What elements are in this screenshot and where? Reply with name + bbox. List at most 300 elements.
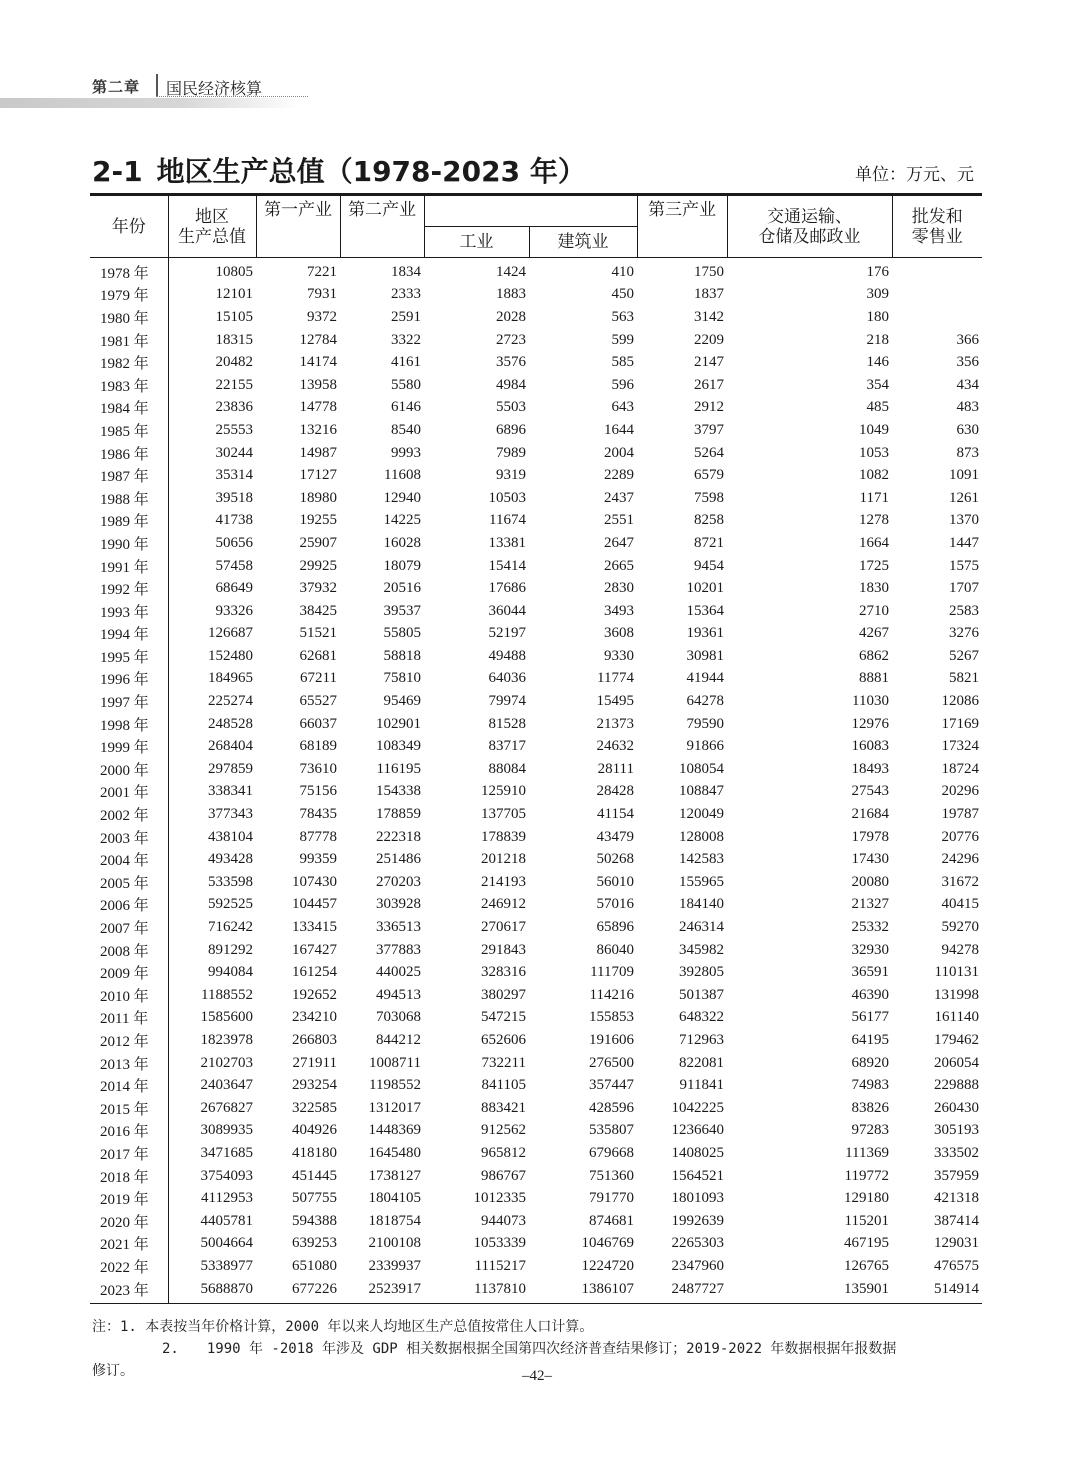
row-year: 2001 年 <box>90 781 168 804</box>
table-cell: 146 <box>866 354 889 371</box>
table-row <box>90 397 982 420</box>
table-row <box>90 1233 982 1256</box>
table-cell: 64195 <box>851 1031 889 1048</box>
table-cell: 6579 <box>694 467 724 484</box>
table-cell: 14174 <box>299 354 337 371</box>
table-cell: 137705 <box>481 806 526 823</box>
secondary-subgroup <box>424 195 637 227</box>
table-cell: 39537 <box>383 602 421 619</box>
table-cell: 52197 <box>488 625 526 642</box>
table-cell: 357447 <box>589 1077 634 1094</box>
table-cell: 703068 <box>376 1009 421 1026</box>
table-cell: 29925 <box>299 557 337 574</box>
unit-label: 单位：万元、元 <box>855 165 974 185</box>
table-cell: 1115217 <box>474 1257 526 1274</box>
table-cell: 2551 <box>604 512 634 529</box>
table-cell: 3471685 <box>200 1144 253 1161</box>
table-cell: 428596 <box>589 1099 634 1116</box>
table-cell: 305193 <box>934 1122 979 1139</box>
row-year: 2021 年 <box>90 1233 168 1256</box>
table-cell: 3322 <box>391 331 421 348</box>
table-cell: 32930 <box>851 941 889 958</box>
table-row <box>90 623 982 646</box>
table-cell: 1042225 <box>671 1099 724 1116</box>
table-cell: 13216 <box>299 421 337 438</box>
table-cell: 1188552 <box>201 986 253 1003</box>
table-row <box>90 1120 982 1143</box>
table-cell: 51521 <box>299 625 337 642</box>
table-cell: 154338 <box>376 783 421 800</box>
table-cell: 114216 <box>589 986 634 1003</box>
table-cell: 434 <box>956 376 979 393</box>
table-cell: 911841 <box>679 1077 724 1094</box>
table-cell: 677226 <box>256 1278 340 1304</box>
table-cell: 179462 <box>934 1031 979 1048</box>
table-cell: 297859 <box>208 760 253 777</box>
table-cell: 467195 <box>844 1235 889 1252</box>
table-cell: 732211 <box>481 1054 526 1071</box>
table-cell: 4112953 <box>201 1190 253 1207</box>
table-cell: 176 <box>866 263 889 280</box>
table-row <box>90 1097 982 1120</box>
table-body <box>90 258 982 1304</box>
table-cell: 1575 <box>949 557 979 574</box>
table-cell: 9454 <box>694 557 724 574</box>
table-cell: 39518 <box>215 489 253 506</box>
table-cell: 68189 <box>299 738 337 755</box>
table-cell: 4405781 <box>200 1212 253 1229</box>
table-cell: 1012335 <box>473 1190 526 1207</box>
table-cell: 229888 <box>934 1077 979 1094</box>
table-cell: 291843 <box>481 941 526 958</box>
row-year: 1980 年 <box>90 306 168 329</box>
table-cell: 1046769 <box>581 1235 634 1252</box>
table-cell: 594388 <box>292 1212 337 1229</box>
table-cell: 4984 <box>496 376 526 393</box>
table-cell: 2830 <box>604 580 634 597</box>
table-cell: 883421 <box>481 1099 526 1116</box>
table-cell: 493428 <box>208 851 253 868</box>
table-cell: 15414 <box>488 557 526 574</box>
table-cell: 2617 <box>694 376 724 393</box>
table-row <box>90 442 982 465</box>
table-cell: 28428 <box>596 783 634 800</box>
table-cell: 2676827 <box>200 1099 253 1116</box>
table-cell: 81528 <box>488 715 526 732</box>
table-cell: 873 <box>956 444 979 461</box>
table-cell: 270617 <box>481 919 526 936</box>
table-cell: 2265303 <box>671 1235 724 1252</box>
table-cell: 12086 <box>941 693 979 710</box>
table-cell: 356 <box>956 354 979 371</box>
table-row <box>90 306 982 329</box>
table-row <box>90 510 982 533</box>
table-cell: 2665 <box>604 557 634 574</box>
table-cell: 387414 <box>934 1212 979 1229</box>
table-cell: 57016 <box>596 896 634 913</box>
table-cell: 59270 <box>941 919 979 936</box>
row-year: 2008 年 <box>90 939 168 962</box>
table-cell: 994084 <box>208 964 253 981</box>
table-cell: 1564521 <box>671 1167 724 1184</box>
table-cell: 8721 <box>694 534 724 551</box>
row-year: 1998 年 <box>90 713 168 736</box>
table-cell: 6896 <box>496 421 526 438</box>
table-cell: 652606 <box>481 1031 526 1048</box>
row-year: 2014 年 <box>90 1074 168 1097</box>
col-transport: 交通运输、 仓储及邮政业 <box>727 195 892 258</box>
table-title <box>92 150 586 190</box>
table-cell: 17978 <box>851 828 889 845</box>
table-cell: 2347960 <box>671 1257 724 1274</box>
table-cell: 184140 <box>679 896 724 913</box>
table-cell: 58818 <box>383 647 421 664</box>
table-cell: 333502 <box>934 1144 979 1161</box>
table-cell: 21327 <box>851 896 889 913</box>
table-cell: 2004 <box>604 444 634 461</box>
note-2-continued: 修订。 <box>92 1363 134 1379</box>
table-cell: 12940 <box>383 489 421 506</box>
col-wholesale: 批发和 零售业 <box>911 206 963 247</box>
row-year: 2016 年 <box>90 1120 168 1143</box>
table-row <box>90 781 982 804</box>
table-cell: 155853 <box>589 1009 634 1026</box>
table-row <box>90 803 982 826</box>
table-row <box>90 735 982 758</box>
table-cell: 986767 <box>481 1167 526 1184</box>
table-cell: 507755 <box>292 1190 337 1207</box>
table-cell: 1823978 <box>200 1031 253 1048</box>
table-cell: 271911 <box>292 1054 337 1071</box>
table-row <box>90 1187 982 1210</box>
table-row <box>90 690 982 713</box>
table-cell: 5004664 <box>200 1235 253 1252</box>
table-row <box>90 284 982 307</box>
row-year: 2019 年 <box>90 1187 168 1210</box>
table-number: 2-1 <box>92 155 143 188</box>
table-cell: 1091 <box>949 467 979 484</box>
table-cell: 27543 <box>851 783 889 800</box>
table-cell: 2339937 <box>368 1257 421 1274</box>
table-cell: 246912 <box>481 896 526 913</box>
table-cell <box>892 284 982 307</box>
table-cell: 20080 <box>851 873 889 890</box>
table-cell: 25907 <box>299 534 337 551</box>
table-cell: 639253 <box>292 1235 337 1252</box>
table-cell: 94278 <box>941 941 979 958</box>
table-cell: 22155 <box>215 376 253 393</box>
row-year: 1999 年 <box>90 735 168 758</box>
table-cell: 1312017 <box>368 1099 421 1116</box>
table-cell: 3754093 <box>200 1167 253 1184</box>
table-cell: 891292 <box>208 941 253 958</box>
table-cell: 129031 <box>934 1235 979 1252</box>
row-year: 1986 年 <box>90 442 168 465</box>
table-row <box>90 713 982 736</box>
table-cell: 13958 <box>299 376 337 393</box>
row-year: 1982 年 <box>90 351 168 374</box>
table-cell: 36591 <box>851 964 889 981</box>
table-cell: 3576 <box>496 354 526 371</box>
table-cell: 110131 <box>934 964 979 981</box>
table-cell: 377343 <box>208 806 253 823</box>
table-cell: 2100108 <box>368 1235 421 1252</box>
table-cell: 2209 <box>694 331 724 348</box>
table-cell: 17127 <box>299 467 337 484</box>
table-cell: 93326 <box>215 602 253 619</box>
table-cell: 354 <box>866 376 889 393</box>
table-cell: 7931 <box>307 286 337 303</box>
table-cell: 651080 <box>292 1257 337 1274</box>
table-cell: 87778 <box>299 828 337 845</box>
row-year: 1993 年 <box>90 600 168 623</box>
table-cell: 11030 <box>852 693 889 710</box>
table-cell: 380297 <box>481 986 526 1003</box>
table-cell: 9319 <box>496 467 526 484</box>
table-cell: 36044 <box>488 602 526 619</box>
chapter-label: 第二章 <box>92 78 141 96</box>
row-year: 2004 年 <box>90 848 168 871</box>
table-cell: 129180 <box>844 1190 889 1207</box>
table-cell: 2487727 <box>637 1278 727 1304</box>
table-cell: 4161 <box>391 354 421 371</box>
table-cell: 592525 <box>208 896 253 913</box>
table-cell: 5580 <box>391 376 421 393</box>
table-row <box>90 1278 982 1304</box>
row-year: 1991 年 <box>90 555 168 578</box>
table-cell: 266803 <box>292 1031 337 1048</box>
table-cell <box>892 258 982 284</box>
table-cell: 1386107 <box>529 1278 637 1304</box>
table-cell: 293254 <box>292 1077 337 1094</box>
col-primary: 第一产业 <box>256 195 340 258</box>
table-cell: 712963 <box>679 1031 724 1048</box>
table-cell: 75156 <box>299 783 337 800</box>
row-year: 1996 年 <box>90 668 168 691</box>
table-cell: 18493 <box>851 760 889 777</box>
table-cell: 8258 <box>694 512 724 529</box>
row-year: 1984 年 <box>90 397 168 420</box>
table-row <box>90 419 982 442</box>
row-year: 2012 年 <box>90 1029 168 1052</box>
table-cell: 9993 <box>391 444 421 461</box>
table-cell: 91866 <box>686 738 724 755</box>
table-header <box>90 195 982 258</box>
row-year: 1992 年 <box>90 577 168 600</box>
table-cell: 104457 <box>292 896 337 913</box>
table-cell: 276500 <box>589 1054 634 1071</box>
table-cell: 18315 <box>215 331 253 348</box>
row-year: 1978 年 <box>90 258 168 284</box>
col-industry: 工业 <box>424 227 529 258</box>
table-cell: 2147 <box>694 354 724 371</box>
table-cell: 65896 <box>596 919 634 936</box>
table-cell: 12976 <box>851 715 889 732</box>
table-cell: 95469 <box>383 693 421 710</box>
table-cell: 1370 <box>949 512 979 529</box>
table-cell: 19255 <box>299 512 337 529</box>
table-cell: 234210 <box>292 1009 337 1026</box>
table-cell: 17430 <box>851 851 889 868</box>
table-cell: 14778 <box>299 399 337 416</box>
table-cell: 16083 <box>851 738 889 755</box>
table-cell: 43479 <box>596 828 634 845</box>
table-cell: 309 <box>866 286 889 303</box>
table-cell: 336513 <box>376 919 421 936</box>
table-cell: 131998 <box>934 986 979 1003</box>
table-cell: 9330 <box>604 647 634 664</box>
table-cell: 328316 <box>481 964 526 981</box>
header-separator <box>156 74 158 96</box>
table-cell: 102901 <box>376 715 421 732</box>
table-cell: 133415 <box>292 919 337 936</box>
table-cell: 66037 <box>299 715 337 732</box>
table-cell: 86040 <box>596 941 634 958</box>
table-cell: 73610 <box>299 760 337 777</box>
page-number: –42– <box>522 1368 552 1384</box>
table-cell: 11674 <box>489 512 526 529</box>
row-year: 1994 年 <box>90 623 168 646</box>
table-cell: 1707 <box>949 580 979 597</box>
table-cell: 161254 <box>292 964 337 981</box>
table-row <box>90 329 982 352</box>
table-cell: 2912 <box>694 399 724 416</box>
table-cell: 83717 <box>488 738 526 755</box>
table-cell: 218 <box>866 331 889 348</box>
row-year: 2006 年 <box>90 894 168 917</box>
table-cell: 115201 <box>844 1212 889 1229</box>
col-year: 年份 <box>90 195 168 258</box>
table-cell: 126765 <box>844 1257 889 1274</box>
table-cell: 357959 <box>934 1167 979 1184</box>
table-cell: 1830 <box>859 580 889 597</box>
table-cell: 5688870 <box>168 1278 256 1304</box>
table-cell: 322585 <box>292 1099 337 1116</box>
table-cell: 2403647 <box>200 1077 253 1094</box>
table-cell: 418180 <box>292 1144 337 1161</box>
table-cell: 20776 <box>941 828 979 845</box>
table-cell: 1137810 <box>424 1278 529 1304</box>
table-cell: 841105 <box>481 1077 526 1094</box>
table-cell: 57458 <box>215 557 253 574</box>
row-year: 2010 年 <box>90 984 168 1007</box>
table-cell: 246314 <box>679 919 724 936</box>
table-cell: 68920 <box>851 1054 889 1071</box>
table-cell: 56010 <box>596 873 634 890</box>
table-cell: 192652 <box>292 986 337 1003</box>
table-cell: 251486 <box>376 851 421 868</box>
table-cell: 4267 <box>859 625 889 642</box>
table-title-text: 地区生产总值（1978-2023 年） <box>156 155 586 188</box>
row-year: 2005 年 <box>90 871 168 894</box>
table-cell: 24296 <box>941 851 979 868</box>
table-cell: 225274 <box>208 693 253 710</box>
table-cell: 13381 <box>488 534 526 551</box>
table-cell: 599 <box>611 331 634 348</box>
table-cell: 1750 <box>694 263 724 280</box>
table-cell: 2333 <box>391 286 421 303</box>
col-secondary: 第二产业 <box>340 195 424 258</box>
table-cell: 206054 <box>934 1054 979 1071</box>
table-row <box>90 464 982 487</box>
note-2: 2. 1990 年 -2018 年涉及 GDP 相关数据根据全国第四次经济普查结果修订；2019-2022 年数据根据年报数据 <box>162 1341 897 1357</box>
table-cell: 476575 <box>934 1257 979 1274</box>
table-cell: 535807 <box>589 1122 634 1139</box>
table-row <box>90 1210 982 1233</box>
table-cell: 1278 <box>859 512 889 529</box>
table-cell: 643 <box>611 399 634 416</box>
table-cell: 16028 <box>383 534 421 551</box>
table-cell: 1053339 <box>473 1235 526 1252</box>
row-year: 2018 年 <box>90 1165 168 1188</box>
row-year: 1995 年 <box>90 645 168 668</box>
table-cell: 3276 <box>949 625 979 642</box>
table-cell: 111709 <box>590 964 634 981</box>
table-cell: 88084 <box>488 760 526 777</box>
table-cell: 7221 <box>307 263 337 280</box>
running-header <box>0 70 320 110</box>
col-construction: 建筑业 <box>529 227 637 258</box>
table-row <box>90 939 982 962</box>
table-cell: 23836 <box>215 399 253 416</box>
table-cell: 547215 <box>481 1009 526 1026</box>
table-cell: 1236640 <box>671 1122 724 1139</box>
table-cell: 1834 <box>391 263 421 280</box>
table-cell: 108349 <box>376 738 421 755</box>
table-cell: 6146 <box>391 399 421 416</box>
table-cell: 18079 <box>383 557 421 574</box>
table-cell: 912562 <box>481 1122 526 1139</box>
table-cell: 10201 <box>686 580 724 597</box>
col-gdp: 地区 生产总值 <box>168 195 256 258</box>
table-cell: 126687 <box>208 625 253 642</box>
row-year: 1981 年 <box>90 329 168 352</box>
table-cell: 2523917 <box>340 1278 424 1304</box>
table-row <box>90 1142 982 1165</box>
row-year: 1989 年 <box>90 510 168 533</box>
table-cell: 31672 <box>941 873 979 890</box>
table-cell: 191606 <box>589 1031 634 1048</box>
table-cell: 10805 <box>215 263 253 280</box>
table-cell: 12101 <box>215 286 253 303</box>
table-cell: 1644 <box>604 421 634 438</box>
table-cell: 64036 <box>488 670 526 687</box>
table-row <box>90 577 982 600</box>
table-cell: 37932 <box>299 580 337 597</box>
table-cell: 50656 <box>215 534 253 551</box>
table-cell: 679668 <box>589 1144 634 1161</box>
table-row <box>90 1255 982 1278</box>
note-1: 注：1. 本表按当年价格计算，2000 年以来人均地区生产总值按常住人口计算。 <box>92 1319 594 1335</box>
table-cell: 630 <box>956 421 979 438</box>
table-cell: 108847 <box>679 783 724 800</box>
row-year: 2003 年 <box>90 826 168 849</box>
table-cell: 1837 <box>694 286 724 303</box>
table-cell: 1883 <box>496 286 526 303</box>
table-cell: 41944 <box>686 670 724 687</box>
table-cell: 20516 <box>383 580 421 597</box>
table-cell: 108054 <box>679 760 724 777</box>
table-cell: 28111 <box>597 760 634 777</box>
table-cell: 142583 <box>679 851 724 868</box>
table-row <box>90 668 982 691</box>
table-cell: 79590 <box>686 715 724 732</box>
table-cell: 35314 <box>215 467 253 484</box>
table-cell: 20296 <box>941 783 979 800</box>
table-cell: 119772 <box>844 1167 889 1184</box>
table-cell: 485 <box>866 399 889 416</box>
table-cell: 2647 <box>604 534 634 551</box>
